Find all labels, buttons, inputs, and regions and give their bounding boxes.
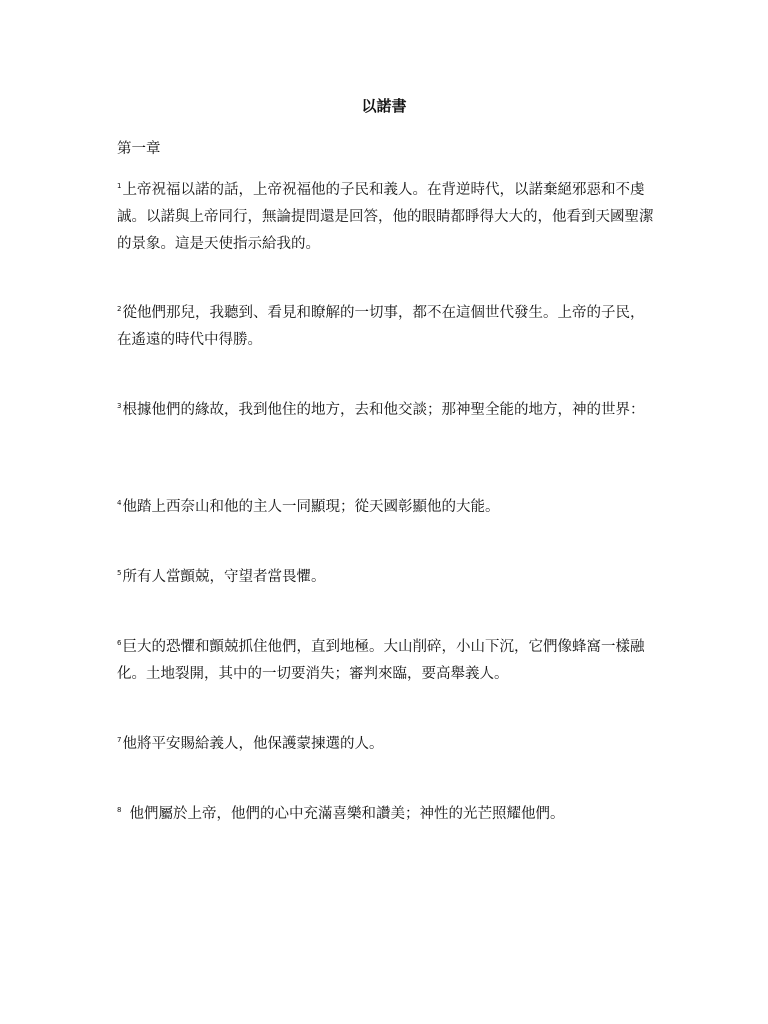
verse-number: 4 bbox=[117, 499, 122, 507]
chapter-heading: 第一章 bbox=[117, 141, 161, 157]
verse-number: 5 bbox=[117, 569, 122, 577]
verse-number: 2 bbox=[117, 305, 122, 313]
verse-paragraph bbox=[117, 564, 657, 591]
verse-number: 8 bbox=[117, 806, 122, 814]
verse-paragraph bbox=[117, 731, 657, 758]
verse-paragraph bbox=[117, 801, 657, 828]
verse-paragraph bbox=[117, 300, 657, 354]
verse-number: 1 bbox=[117, 182, 122, 190]
verse-text: 所有人當顫兢，守望者當畏懼。 bbox=[122, 569, 326, 585]
verse-paragraph bbox=[117, 177, 657, 258]
verse-text: 上帝祝福以諾的話，上帝祝福他的子民和義人。在背逆時代，以諾棄絕邪惡和不虔誠。以諾與上帝同行，無論提問還是回答，他的眼睛都睜得大大的，他看到天國聖潔的景象。這是天使指示給我的。 bbox=[117, 182, 654, 252]
verse-text: 巨大的恐懼和顫兢抓住他們，直到地極。大山削碎，小山下沉，它們像蜂窩一樣融化。土地裂開，其中的一切要消失；審判來臨，要高舉義人。 bbox=[117, 639, 645, 682]
verse-number: 7 bbox=[117, 736, 122, 744]
verse-paragraph bbox=[117, 494, 657, 521]
document-title: 以諾書 bbox=[361, 97, 407, 115]
verse-text: 他踏上西奈山和他的主人一同顯現；從天國彰顯他的大能。 bbox=[122, 499, 500, 515]
verse-text: 根據他們的緣故，我到他住的地方，去和他交談；那神聖全能的地方，神的世界： bbox=[122, 402, 645, 418]
verse-text: 他將平安賜給義人，他保護蒙揀選的人。 bbox=[122, 736, 384, 752]
verse-text: 他們屬於上帝，他們的心中充滿喜樂和讚美；神性的光芒照耀他們。 bbox=[129, 806, 565, 822]
verse-number: 6 bbox=[117, 639, 122, 647]
verse-paragraph bbox=[117, 397, 657, 424]
verse-number: 3 bbox=[117, 402, 122, 410]
verse-paragraph bbox=[117, 634, 657, 688]
verse-text: 從他們那兒，我聽到、看見和瞭解的一切事，都不在這個世代發生。上帝的子民，在遙遠的時代中得勝。 bbox=[117, 305, 645, 348]
